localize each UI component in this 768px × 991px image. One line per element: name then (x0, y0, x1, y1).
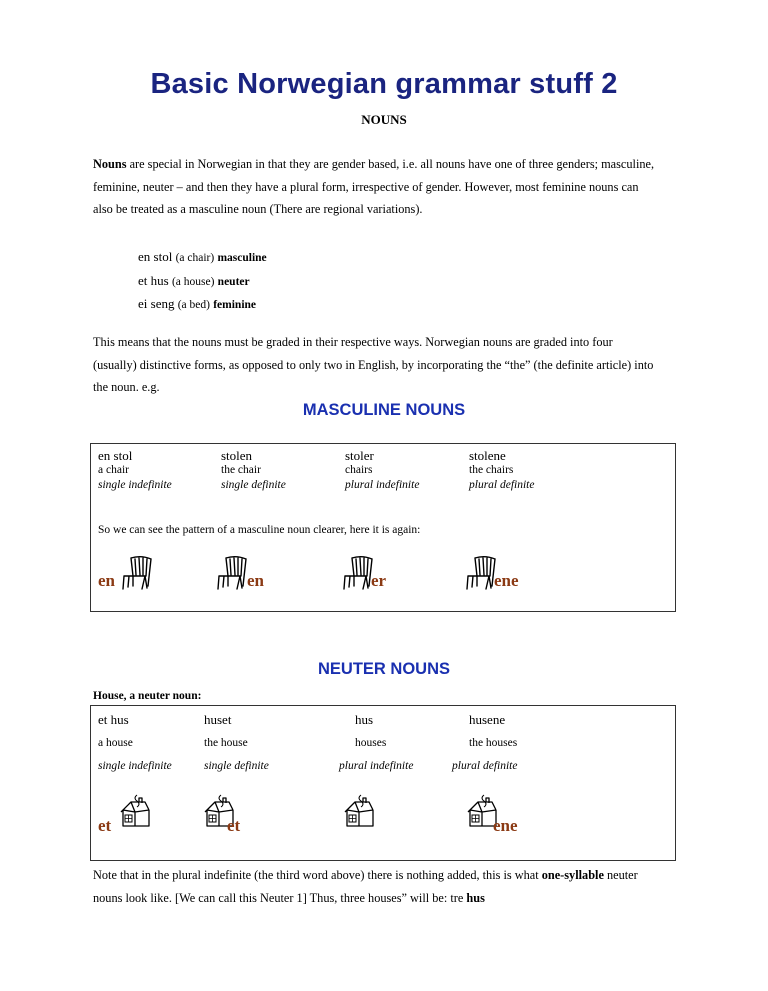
example-masculine: en stol (a chair) masculine (138, 249, 267, 264)
suffix-ene: ene (494, 571, 519, 590)
intro-line-2: feminine, neuter – and then they have a plural form, irrespective of gender. However, most feminine nouns can (93, 179, 639, 194)
intro-line-1: Nouns are special in Norwegian in that they are gender based, i.e. all nouns have one of three genders; masculine, (93, 157, 655, 171)
neuter-caption: House, a neuter noun: (93, 690, 202, 702)
grading-line-1: This means that the nouns must be graded in their respective ways. Norwegian nouns are graded into four (93, 335, 613, 349)
page-subtitle: NOUNS (361, 112, 407, 127)
suffix-en: en (247, 571, 264, 590)
house-icon (343, 794, 375, 828)
note-paragraph (93, 864, 683, 909)
example-feminine: ei seng (a bed) feminine (138, 296, 257, 311)
suffix-et: et (98, 816, 112, 835)
page-title: Basic Norwegian grammar stuff 2 (150, 68, 618, 100)
pattern-note: So we can see the pattern of a masculine noun clearer, here it is again: (98, 524, 421, 536)
neuter-kind-4: plural definite (452, 760, 518, 772)
neuter-word-3: hus (355, 712, 374, 727)
masculine-heading: MASCULINE NOUNS (302, 401, 466, 419)
suffix-ene: ene (493, 816, 518, 835)
neuter-meaning-1: a house (98, 737, 133, 749)
suffix-er: er (371, 571, 387, 590)
suffix-en: en (98, 571, 115, 590)
neuter-kind-3: plural indefinite (339, 760, 414, 772)
neuter-meaning-3: houses (355, 737, 387, 749)
neuter-word-2: huset (204, 712, 232, 727)
suffix-et: et (227, 816, 241, 835)
grading-line-2: (usually) distinctive forms, as opposed to only two in English, by incorporating the “the” (the definite article) into (93, 357, 654, 372)
grading-line-3: the noun. e.g. (93, 380, 160, 394)
neuter-word-1: et hus (98, 712, 129, 727)
gender-examples (138, 246, 267, 317)
neuter-kind-1: single indefinite (98, 760, 172, 772)
chair-icon (216, 556, 250, 592)
masculine-form-1: en stol a chair single indefinite (98, 448, 172, 491)
neuter-meaning-4: the houses (469, 737, 518, 749)
masculine-form-4: stolene the chairs plural definite (469, 448, 535, 491)
neuter-table (90, 705, 676, 861)
masculine-table (90, 443, 676, 612)
house-icon (119, 794, 151, 828)
neuter-meaning-2: the house (204, 737, 248, 749)
masculine-form-2: stolen the chair single definite (221, 448, 286, 491)
example-neuter: et hus (a house) neuter (138, 272, 250, 288)
neuter-word-4: husene (469, 712, 506, 727)
neuter-heading: NEUTER NOUNS (317, 660, 450, 678)
grading-paragraph (93, 331, 683, 399)
intro-line-3: also be treated as a masculine noun (There are regional variations). (93, 202, 423, 216)
note-line-1: Note that in the plural indefinite (the third word above) there is nothing added, this is what one-syllable neuter (93, 868, 638, 882)
neuter-kind-2: single definite (204, 760, 269, 772)
note-line-2: nouns look like. [We can call this Neuter 1] Thus, three houses” will be: tre hus (93, 890, 485, 905)
intro-paragraph (93, 153, 683, 221)
chair-icon (121, 556, 155, 592)
masculine-form-3: stoler chairs plural indefinite (345, 448, 420, 491)
intro-lead: Nouns (93, 157, 127, 171)
